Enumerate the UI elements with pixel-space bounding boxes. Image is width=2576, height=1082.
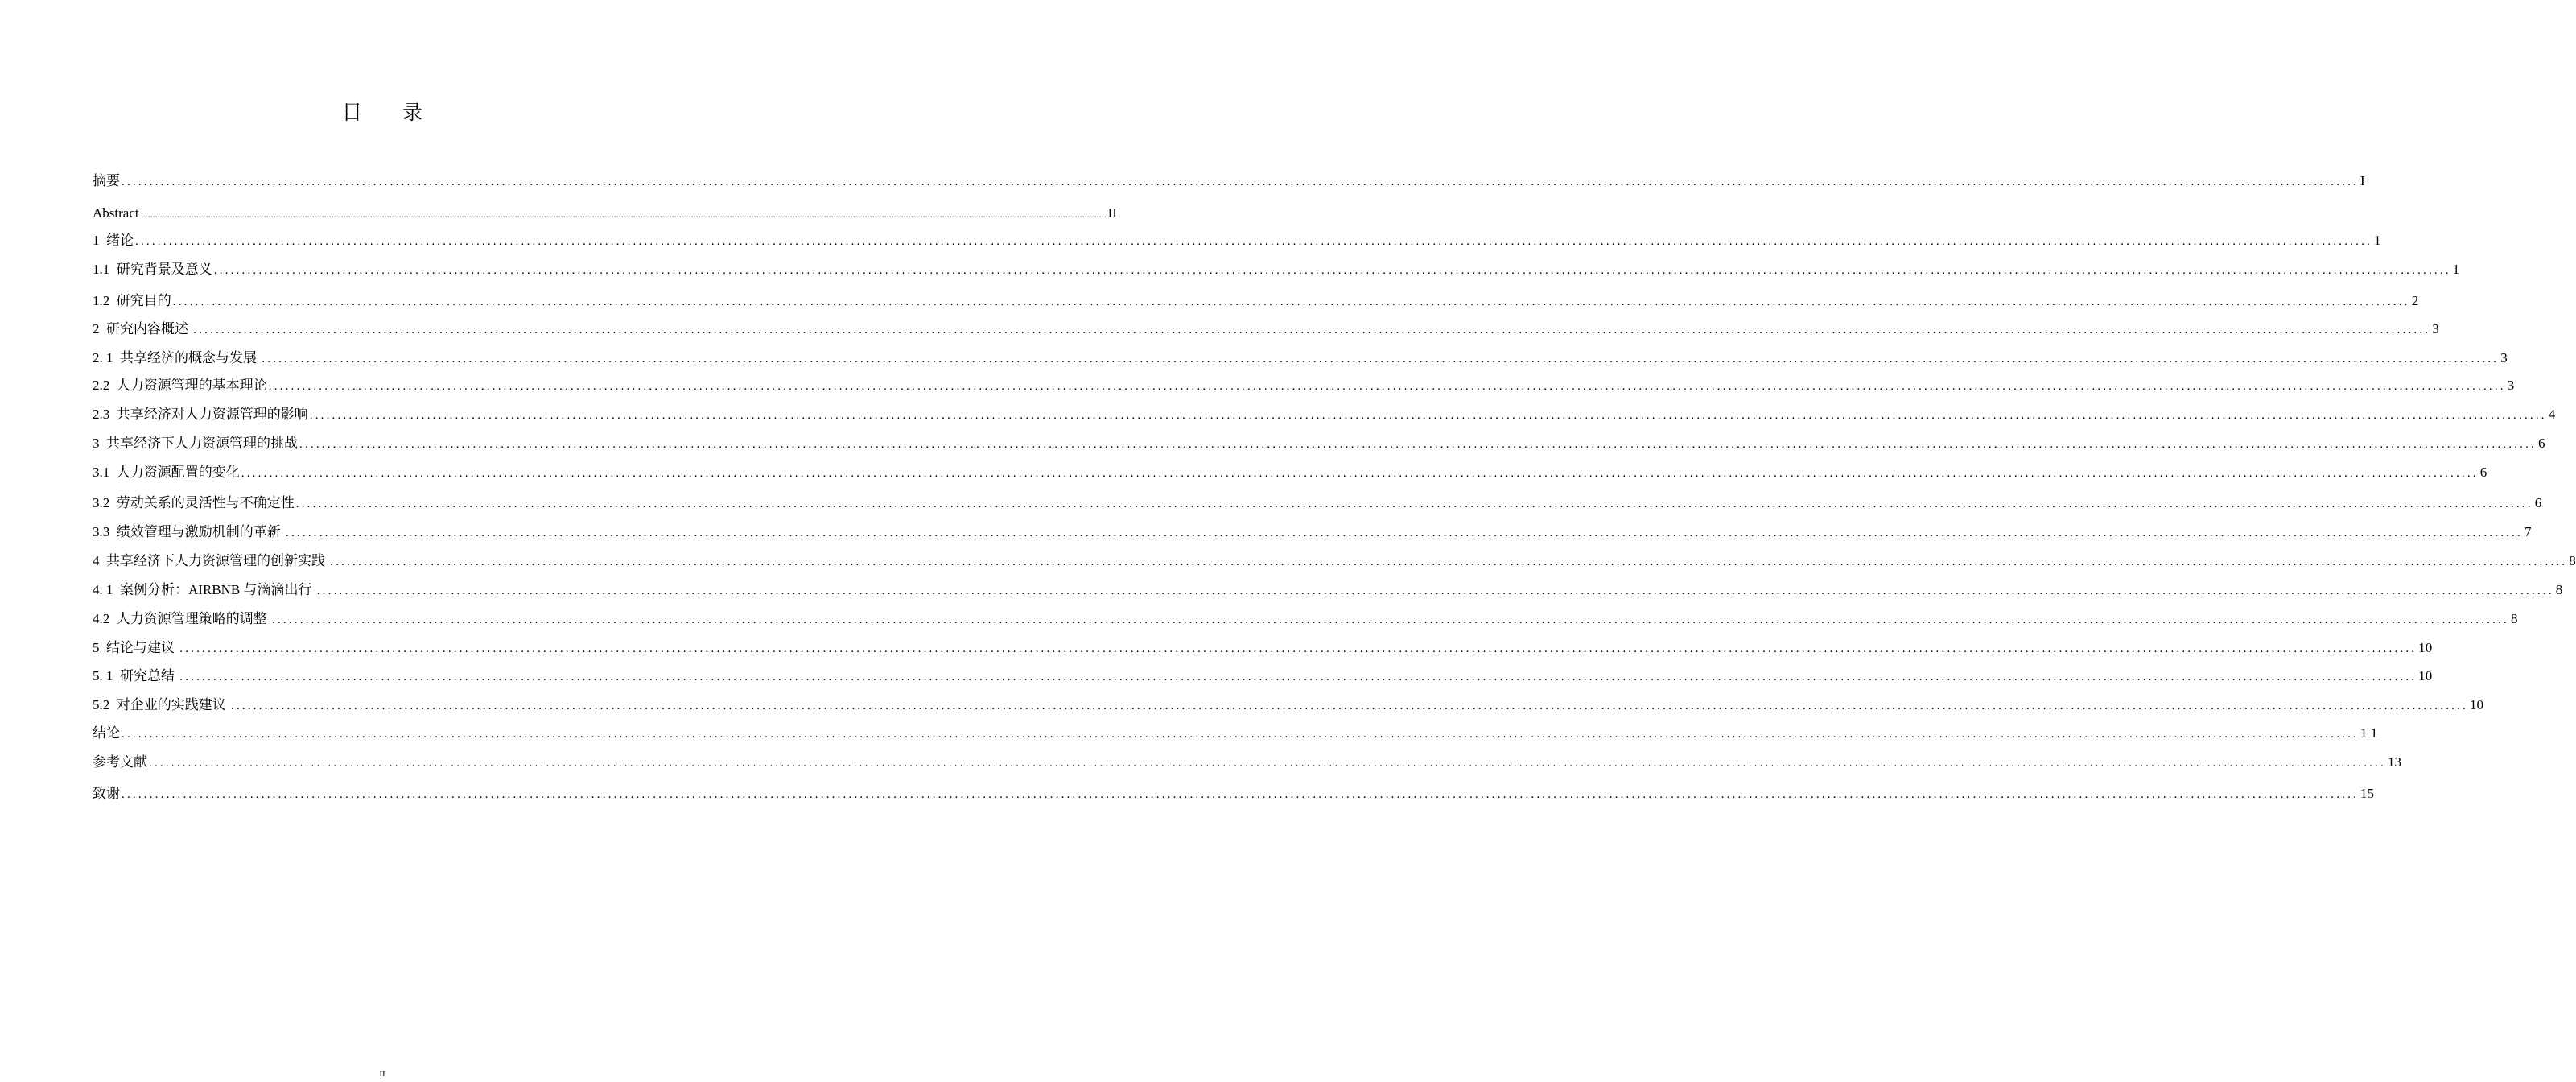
toc-entry-acknowledgements[interactable] (93, 784, 2374, 803)
toc-entry-conclusion[interactable] (93, 724, 2378, 743)
toc-dot-leader: ................................................................................................................................................................................................................................................................................................................................................................................................................ (179, 671, 2417, 683)
toc-entry-label: 3.3 绩效管理与激励机制的革新 (93, 524, 284, 539)
toc-entry-label: 2.2 人力资源管理的基本理论 (93, 378, 267, 393)
toc-entry-2-2[interactable] (93, 376, 2515, 395)
toc-dot-leader: ................................................................................................................................................................................................................................................................................................................................................................................................................ (149, 757, 2386, 770)
toc-dot-leader: ................................................................................................................................................................................................................................................................................................................................................................................................................ (140, 209, 1107, 220)
toc-entry-label: 4. 1 案例分析：AIRBNB 与滴滴出行 (93, 582, 315, 597)
toc-dot-leader: ................................................................................................................................................................................................................................................................................................................................................................................................................ (122, 788, 2359, 801)
toc-dot-leader: ................................................................................................................................................................................................................................................................................................................................................................................................................ (286, 527, 2523, 539)
toc-dot-leader: ................................................................................................................................................................................................................................................................................................................................................................................................................ (330, 555, 2568, 568)
toc-entry-4-1[interactable] (93, 580, 2563, 600)
toc-dot-leader: ................................................................................................................................................................................................................................................................................................................................................................................................................ (213, 264, 2451, 277)
toc-entry-5[interactable] (93, 638, 2433, 658)
toc-entry-label: 3.2 劳动关系的灵活性与不确定性 (93, 495, 295, 510)
toc-entry-abstract-cn[interactable] (93, 171, 2365, 191)
toc-entry-5-2[interactable] (93, 696, 2483, 715)
toc-dot-leader: ................................................................................................................................................................................................................................................................................................................................................................................................................ (241, 467, 2479, 480)
toc-entry-page: 3 (2432, 321, 2439, 337)
toc-dot-leader: ................................................................................................................................................................................................................................................................................................................................................................................................................ (316, 584, 2554, 597)
toc-entry-1-1[interactable] (93, 260, 2460, 279)
toc-entry-page: 15 (2360, 786, 2374, 801)
toc-entry-page: 3 (2500, 350, 2508, 365)
toc-entry-2[interactable] (93, 320, 2439, 339)
toc-entry-page: 8 (2555, 582, 2563, 597)
toc-entry-label: 3.1 人力资源配置的变化 (93, 465, 240, 480)
toc-dot-leader: ................................................................................................................................................................................................................................................................................................................................................................................................................ (295, 498, 2533, 510)
toc-entry-page: 10 (2418, 640, 2433, 655)
toc-entry-page: 6 (2479, 465, 2487, 480)
toc-entry-page: 6 (2534, 495, 2542, 510)
toc-entry-label: Abstract (93, 205, 139, 221)
toc-entry-label: 3 共享经济下人力资源管理的挑战 (93, 436, 298, 451)
toc-entry-3-2[interactable] (93, 494, 2542, 513)
toc-entry-label: 摘要 (93, 173, 120, 188)
toc-dot-leader: ................................................................................................................................................................................................................................................................................................................................................................................................................ (262, 353, 2500, 365)
toc-entry-page: 1 1 (2360, 725, 2378, 741)
toc-dot-leader: ................................................................................................................................................................................................................................................................................................................................................................................................................ (122, 728, 2359, 741)
page-title: 目 录 (341, 102, 441, 124)
toc-entry-2-3[interactable] (93, 405, 2556, 424)
toc-entry-4[interactable] (93, 551, 2576, 571)
toc-entry-page: 8 (2569, 553, 2576, 568)
toc-dot-leader: ................................................................................................................................................................................................................................................................................................................................................................................................................ (268, 380, 2506, 393)
toc-entry-page: 2 (2411, 293, 2419, 308)
toc-entry-label: 1 绪论 (93, 233, 134, 248)
toc-entry-label: 参考文献 (93, 754, 147, 770)
toc-entry-3[interactable] (93, 434, 2545, 453)
toc-entry-label: 4 共享经济下人力资源管理的创新实践 (93, 553, 329, 568)
toc-dot-leader: ................................................................................................................................................................................................................................................................................................................................................................................................................ (309, 409, 2547, 422)
toc-entry-page: 3 (2507, 378, 2515, 393)
toc-dot-leader: ................................................................................................................................................................................................................................................................................................................................................................................................................ (172, 295, 2410, 308)
toc-dot-leader: ................................................................................................................................................................................................................................................................................................................................................................................................................ (272, 613, 2509, 626)
toc-entry-page: 4 (2548, 407, 2556, 422)
toc-entry-label: 2. 1 共享经济的概念与发展 (93, 350, 261, 365)
toc-entry-label: 致谢 (93, 786, 120, 801)
toc-entry-5-1[interactable] (93, 667, 2433, 686)
toc-entry-1[interactable] (93, 231, 2381, 250)
toc-entry-page: 13 (2388, 754, 2401, 770)
toc-dot-leader: ................................................................................................................................................................................................................................................................................................................................................................................................................ (231, 700, 2468, 712)
toc-entry-page: 1 (2452, 262, 2460, 277)
toc-entry-label: 5. 1 研究总结 (93, 668, 179, 683)
toc-dot-leader: ................................................................................................................................................................................................................................................................................................................................................................................................................ (299, 438, 2537, 451)
toc-entry-label: 5 结论与建议 (93, 640, 179, 655)
toc-entry-label: 4.2 人力资源管理策略的调整 (93, 611, 270, 626)
toc-entry-1-2[interactable] (93, 291, 2419, 311)
toc-entry-4-2[interactable] (93, 609, 2518, 629)
toc-entry-label: 2 研究内容概述 (93, 321, 192, 337)
toc-entry-page: 6 (2538, 436, 2545, 451)
toc-entry-label: 结论 (93, 725, 120, 741)
toc-dot-leader: ................................................................................................................................................................................................................................................................................................................................................................................................................ (193, 324, 2431, 337)
toc-entry-label: 5.2 对企业的实践建议 (93, 697, 229, 712)
toc-dot-leader: ................................................................................................................................................................................................................................................................................................................................................................................................................ (122, 176, 2359, 188)
toc-entry-page: I (2360, 173, 2365, 188)
toc-entry-abstract-en[interactable] (93, 204, 1117, 223)
toc-entry-3-3[interactable] (93, 522, 2532, 542)
toc-entry-references[interactable] (93, 753, 2401, 772)
toc-entry-label: 1.2 研究目的 (93, 293, 171, 308)
toc-entry-page: 8 (2511, 611, 2518, 626)
toc-entry-page: 1 (2374, 233, 2381, 248)
toc-entry-label: 1.1 研究背景及意义 (93, 262, 212, 277)
toc-entry-page: 10 (2470, 697, 2483, 712)
toc-entry-label: 2.3 共享经济对人力资源管理的影响 (93, 407, 308, 422)
toc-entry-page: 7 (2524, 524, 2532, 539)
toc-entry-2-1[interactable] (93, 349, 2508, 368)
toc-dot-leader: ................................................................................................................................................................................................................................................................................................................................................................................................................ (135, 235, 2372, 248)
page-number: II (379, 1069, 385, 1079)
toc-entry-page: 10 (2418, 668, 2433, 683)
toc-entry-3-1[interactable] (93, 463, 2487, 482)
toc-dot-leader: ................................................................................................................................................................................................................................................................................................................................................................................................................ (179, 642, 2417, 655)
toc-entry-page: II (1107, 205, 1117, 221)
